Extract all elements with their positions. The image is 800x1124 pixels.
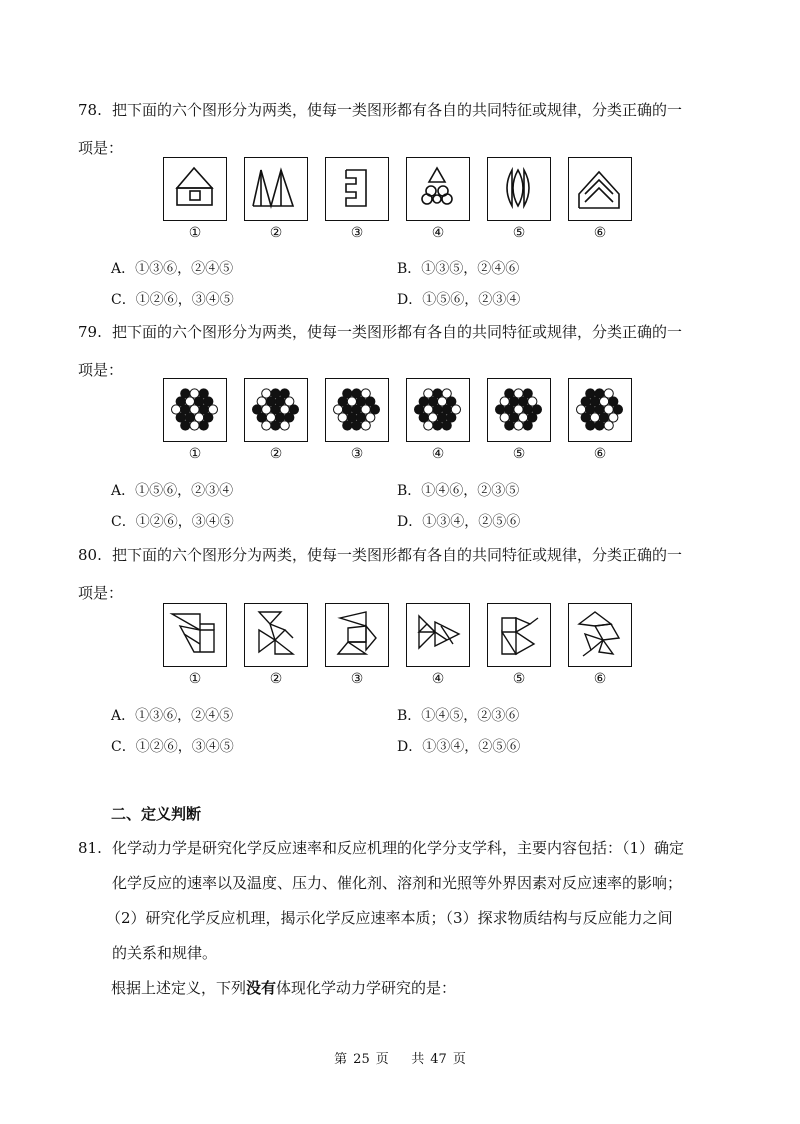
question-number: 78. bbox=[78, 101, 102, 119]
figure-80-3 bbox=[325, 603, 389, 667]
question-stem-cont: 项是： bbox=[78, 139, 124, 157]
figure-label: ④ bbox=[431, 446, 445, 462]
figure-label: ⑤ bbox=[512, 446, 526, 462]
prompt-after: 体现化学动力学研究的是： bbox=[276, 979, 457, 997]
figure-label: ① bbox=[188, 671, 202, 687]
option-a: A．①③⑥，②④⑤ bbox=[111, 261, 234, 277]
figure-label: ② bbox=[269, 671, 283, 687]
hex-circle bbox=[181, 421, 190, 430]
figure-label: ③ bbox=[350, 225, 364, 241]
section-title: 二、定义判断 bbox=[111, 805, 202, 823]
hex-circle bbox=[586, 421, 595, 430]
figure-label: ② bbox=[269, 225, 283, 241]
option-b: B．①④⑥，②③⑤ bbox=[397, 483, 520, 499]
hex-circle bbox=[361, 421, 370, 430]
total-unit: 页 bbox=[452, 1052, 466, 1067]
option-c: C．①②⑥，③④⑤ bbox=[111, 739, 234, 755]
hex-circle bbox=[343, 421, 352, 430]
figure-79-4 bbox=[406, 378, 470, 442]
figure-79-3 bbox=[325, 378, 389, 442]
definition-line-1: 化学动力学是研究化学反应速率和反应机理的化学分支学科，主要内容包括：（1）确定 bbox=[112, 839, 685, 857]
hex-circle bbox=[190, 421, 199, 430]
question-number: 81. bbox=[78, 839, 102, 857]
hex-circle bbox=[604, 421, 613, 430]
question-stem: 把下面的六个图形分为两类，使每一类图形都有各自的共同特征或规律，分类正确的一 bbox=[112, 101, 683, 119]
figure-80-4 bbox=[406, 603, 470, 667]
figure-label: ⑥ bbox=[593, 671, 607, 687]
option-d: D．①⑤⑥，②③④ bbox=[397, 292, 521, 308]
figure-row-78 bbox=[163, 157, 633, 247]
prompt-before: 根据上述定义，下列 bbox=[111, 979, 247, 997]
hex-circle bbox=[271, 421, 280, 430]
option-c: C．①②⑥，③④⑤ bbox=[111, 292, 234, 308]
figure-label: ⑥ bbox=[593, 225, 607, 241]
figure-label: ① bbox=[188, 225, 202, 241]
total-pages: 47 bbox=[430, 1052, 447, 1067]
figure-label: ⑤ bbox=[512, 225, 526, 241]
figure-78-4 bbox=[406, 157, 470, 221]
hex-circle bbox=[433, 421, 442, 430]
option-d: D．①③④，②⑤⑥ bbox=[397, 739, 521, 755]
total-label: 共 bbox=[411, 1052, 425, 1067]
hex-circle bbox=[595, 421, 604, 430]
question-number: 79. bbox=[78, 323, 102, 341]
figure-label: ⑤ bbox=[512, 671, 526, 687]
figure-79-5 bbox=[487, 378, 551, 442]
question-stem-cont: 项是： bbox=[78, 584, 124, 602]
option-b: B．①③⑤，②④⑥ bbox=[397, 261, 520, 277]
question-number: 80. bbox=[78, 546, 102, 564]
page-label: 第 bbox=[334, 1052, 348, 1067]
hex-circle bbox=[505, 421, 514, 430]
option-c: C．①②⑥，③④⑤ bbox=[111, 514, 234, 530]
page-number: 25 bbox=[353, 1052, 370, 1067]
figure-78-3 bbox=[325, 157, 389, 221]
hex-circle bbox=[280, 421, 289, 430]
figure-78-5 bbox=[487, 157, 551, 221]
hex-circle bbox=[424, 421, 433, 430]
figure-label: ④ bbox=[431, 671, 445, 687]
hex-circle bbox=[352, 421, 361, 430]
figure-78-6 bbox=[568, 157, 632, 221]
figure-79-1 bbox=[163, 378, 227, 442]
definition-line-2: 化学反应的速率以及温度、压力、催化剂、溶剂和光照等外界因素对反应速率的影响； bbox=[112, 874, 683, 892]
figure-label: ② bbox=[269, 446, 283, 462]
hex-circle bbox=[442, 421, 451, 430]
question-prompt bbox=[111, 977, 456, 998]
option-a: A．①⑤⑥，②③④ bbox=[111, 483, 234, 499]
figure-label: ③ bbox=[350, 446, 364, 462]
option-d: D．①③④，②⑤⑥ bbox=[397, 514, 521, 530]
page-unit: 页 bbox=[375, 1052, 389, 1067]
figure-78-2 bbox=[244, 157, 308, 221]
question-stem: 把下面的六个图形分为两类，使每一类图形都有各自的共同特征或规律，分类正确的一 bbox=[112, 323, 683, 341]
figure-80-5 bbox=[487, 603, 551, 667]
figure-label: ④ bbox=[431, 225, 445, 241]
figure-row-79 bbox=[163, 378, 633, 468]
question-stem: 把下面的六个图形分为两类，使每一类图形都有各自的共同特征或规律，分类正确的一 bbox=[112, 546, 683, 564]
definition-line-4: 的关系和规律。 bbox=[112, 944, 218, 962]
hex-circle bbox=[514, 421, 523, 430]
figure-80-1 bbox=[163, 603, 227, 667]
figure-79-6 bbox=[568, 378, 632, 442]
figure-80-2 bbox=[244, 603, 308, 667]
prompt-emphasis: 没有 bbox=[246, 979, 277, 997]
question-stem-cont: 项是： bbox=[78, 361, 124, 379]
option-a: A．①③⑥，②④⑤ bbox=[111, 708, 234, 724]
figure-80-6 bbox=[568, 603, 632, 667]
hex-circle bbox=[262, 421, 271, 430]
figure-78-1 bbox=[163, 157, 227, 221]
figure-label: ① bbox=[188, 446, 202, 462]
hex-circle bbox=[523, 421, 532, 430]
figure-79-2 bbox=[244, 378, 308, 442]
hex-circle bbox=[199, 421, 208, 430]
figure-row-80 bbox=[163, 603, 633, 693]
page-footer bbox=[0, 1048, 800, 1067]
figure-label: ⑥ bbox=[593, 446, 607, 462]
option-b: B．①④⑤，②③⑥ bbox=[397, 708, 520, 724]
figure-label: ③ bbox=[350, 671, 364, 687]
definition-line-3: （2）研究化学反应机理，揭示化学反应速率本质；（3）探求物质结构与反应能力之间 bbox=[106, 909, 673, 927]
